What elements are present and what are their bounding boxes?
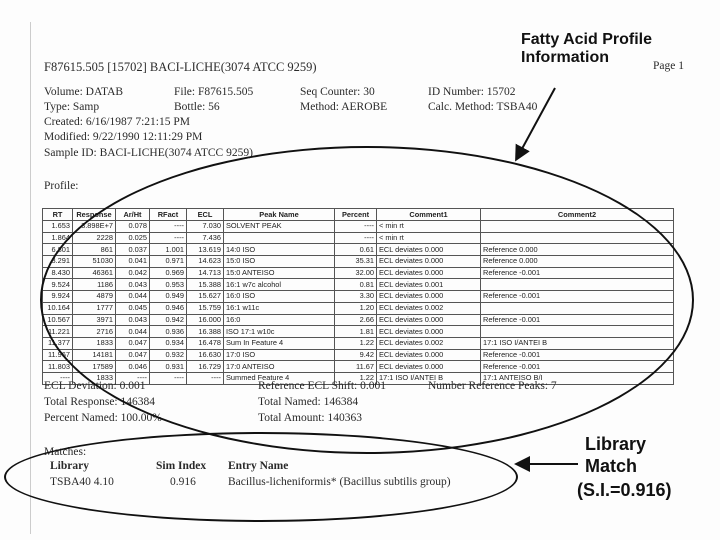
- table-cell: 32.00: [335, 267, 377, 279]
- table-cell: 46361: [73, 267, 116, 279]
- file-field: File: F87615.505: [174, 86, 254, 98]
- table-cell: 16.630: [187, 349, 224, 361]
- table-cell: 1.864: [43, 232, 73, 244]
- table-cell: Reference -0.001: [481, 361, 674, 373]
- report-title: F87615.505 [15702] BACI-LICHE(3074 ATCC 9259): [44, 60, 317, 74]
- table-cell: ----: [187, 372, 224, 384]
- table-cell: 0.971: [150, 256, 187, 268]
- table-cell: 51030: [73, 256, 116, 268]
- table-cell: 17:0 ANTEISO: [224, 361, 335, 373]
- table-cell: 1833: [73, 372, 116, 384]
- ecl-deviation: ECL Deviation: 0.001: [44, 380, 146, 392]
- column-header: Comment2: [481, 209, 674, 221]
- table-cell: 17:1 ISO I/ANTEI B: [377, 372, 481, 384]
- library-column-header: Library: [50, 460, 89, 472]
- table-cell: 4879: [73, 291, 116, 303]
- table-cell: 1186: [73, 279, 116, 291]
- library-match-annotation-line2: Match: [585, 456, 638, 476]
- matches-label: Matches:: [44, 446, 87, 458]
- table-cell: ECL deviates 0.000: [377, 349, 481, 361]
- table-cell: ISO 17:1 w10c: [224, 326, 335, 338]
- total-named: Total Named: 146384: [258, 396, 359, 408]
- fatty-acid-arrow: [517, 88, 555, 158]
- table-cell: 15:0 ANTEISO: [224, 267, 335, 279]
- table-cell: 1.22: [335, 372, 377, 384]
- table-cell: 0.934: [150, 337, 187, 349]
- table-cell: 0.044: [116, 326, 150, 338]
- modified-field: Modified: 9/22/1990 12:11:29 PM: [44, 131, 203, 143]
- table-cell: 14.623: [187, 256, 224, 268]
- table-cell: 13.619: [187, 244, 224, 256]
- method-field: Method: AEROBE: [300, 101, 388, 113]
- volume-field: Volume: DATAB: [44, 86, 124, 98]
- table-cell: 2228: [73, 232, 116, 244]
- table-cell: < min rt: [377, 221, 481, 233]
- table-cell: 8.291: [43, 256, 73, 268]
- table-cell: 0.042: [116, 267, 150, 279]
- table-cell: 17589: [73, 361, 116, 373]
- library-match-annotation-line3: (S.I.=0.916): [577, 480, 672, 500]
- table-cell: 10.567: [43, 314, 73, 326]
- table-cell: 3.30: [335, 291, 377, 303]
- table-cell: 0.931: [150, 361, 187, 373]
- id-number-field: ID Number: 15702: [428, 86, 516, 98]
- profile-label: Profile:: [44, 180, 79, 192]
- table-cell: ECL deviates 0.000: [377, 291, 481, 303]
- table-cell: 0.932: [150, 349, 187, 361]
- table-cell: 35.31: [335, 256, 377, 268]
- total-amount: Total Amount: 140363: [258, 412, 362, 424]
- fatty-acid-annotation-line2: Information: [521, 49, 609, 66]
- table-cell: 861: [73, 244, 116, 256]
- table-cell: 7.436: [187, 232, 224, 244]
- table-cell: 2716: [73, 326, 116, 338]
- table-cell: Reference -0.001: [481, 291, 674, 303]
- table-cell: ECL deviates 0.000: [377, 361, 481, 373]
- table-cell: 16:0 ISO: [224, 291, 335, 303]
- table-cell: 17:1 ANTEISO B/I: [481, 372, 674, 384]
- entry-name-column-header: Entry Name: [228, 460, 289, 472]
- column-header: Percent: [335, 209, 377, 221]
- table-cell: 0.953: [150, 279, 187, 291]
- table-cell: 2.66: [335, 314, 377, 326]
- table-cell: 11.803: [43, 361, 73, 373]
- match-entry-name: Bacillus-licheniformis* (Bacillus subtilis group): [228, 476, 451, 488]
- table-cell: ----: [150, 372, 187, 384]
- table-cell: 11.967: [43, 349, 73, 361]
- table-cell: 14181: [73, 349, 116, 361]
- table-cell: Summed Feature 4: [224, 372, 335, 384]
- reference-ecl-shift: Reference ECL Shift: 0.001: [258, 380, 386, 392]
- total-response: Total Response: 146384: [44, 396, 155, 408]
- seq-counter-field: Seq Counter: 30: [300, 86, 375, 98]
- table-cell: 3971: [73, 314, 116, 326]
- column-header: Peak Name: [224, 209, 335, 221]
- bottle-field: Bottle: 56: [174, 101, 220, 113]
- calc-method-field: Calc. Method: TSBA40: [428, 101, 538, 113]
- table-cell: 17:1 ISO I/ANTEI B: [481, 337, 674, 349]
- table-cell: 16:0: [224, 314, 335, 326]
- sim-index-column-header: Sim Index: [156, 460, 207, 472]
- table-cell: 14.713: [187, 267, 224, 279]
- table-cell: ----: [150, 221, 187, 233]
- table-cell: ----: [335, 232, 377, 244]
- table-cell: 0.942: [150, 314, 187, 326]
- library-match-annotation-line1: Library: [585, 434, 647, 454]
- table-cell: 1833: [73, 337, 116, 349]
- column-header: RT: [43, 209, 73, 221]
- type-field: Type: Samp: [44, 101, 100, 113]
- table-cell: ECL deviates 0.002: [377, 337, 481, 349]
- table-cell: 11.67: [335, 361, 377, 373]
- table-cell: Reference -0.001: [481, 349, 674, 361]
- column-header: ECL: [187, 209, 224, 221]
- table-cell: ----: [335, 221, 377, 233]
- sample-id-field: Sample ID: BACI-LICHE(3074 ATCC 9259): [44, 147, 253, 159]
- column-header: Ar/Ht: [116, 209, 150, 221]
- number-reference-peaks: Number Reference Peaks: 7: [428, 380, 557, 392]
- fatty-acid-annotation-line1: Fatty Acid Profile: [521, 31, 652, 48]
- table-cell: 16:1 w7c alcohol: [224, 279, 335, 291]
- table-cell: 15.759: [187, 302, 224, 314]
- table-cell: 0.81: [335, 279, 377, 291]
- percent-named: Percent Named: 100.00%: [44, 412, 162, 424]
- table-cell: 9.524: [43, 279, 73, 291]
- table-cell: 0.045: [116, 302, 150, 314]
- table-cell: 1.653: [43, 221, 73, 233]
- table-cell: < min rt: [377, 232, 481, 244]
- table-cell: 11.221: [43, 326, 73, 338]
- table-cell: 0.949: [150, 291, 187, 303]
- table-cell: 7.030: [187, 221, 224, 233]
- table-cell: ECL deviates 0.000: [377, 267, 481, 279]
- table-cell: Reference -0.001: [481, 267, 674, 279]
- table-cell: 0.044: [116, 291, 150, 303]
- table-cell: ECL deviates 0.000: [377, 326, 481, 338]
- table-cell: 9.924: [43, 291, 73, 303]
- table-cell: ECL deviates 0.000: [377, 244, 481, 256]
- table-cell: Sum In Feature 4: [224, 337, 335, 349]
- table-cell: 0.936: [150, 326, 187, 338]
- table-cell: ECL deviates 0.000: [377, 314, 481, 326]
- table-cell: 1.22: [335, 337, 377, 349]
- table-cell: 0.946: [150, 302, 187, 314]
- table-cell: 0.037: [116, 244, 150, 256]
- table-cell: 6.801: [43, 244, 73, 256]
- table-cell: ECL deviates 0.000: [377, 256, 481, 268]
- column-header: Response: [73, 209, 116, 221]
- table-cell: 0.043: [116, 314, 150, 326]
- table-cell: 11.377: [43, 337, 73, 349]
- table-cell: Reference 0.000: [481, 256, 674, 268]
- table-cell: ECL deviates 0.001: [377, 279, 481, 291]
- table-cell: 0.61: [335, 244, 377, 256]
- table-cell: ECL deviates 0.002: [377, 302, 481, 314]
- table-cell: 0.025: [116, 232, 150, 244]
- table-cell: 15.388: [187, 279, 224, 291]
- table-cell: 0.041: [116, 256, 150, 268]
- table-cell: 0.078: [116, 221, 150, 233]
- table-cell: 0.969: [150, 267, 187, 279]
- table-cell: 1.20: [335, 302, 377, 314]
- table-cell: Reference -0.001: [481, 314, 674, 326]
- table-cell: 17:0 ISO: [224, 349, 335, 361]
- table-cell: ----: [150, 232, 187, 244]
- table-cell: 0.047: [116, 337, 150, 349]
- table-cell: 16:1 w11c: [224, 302, 335, 314]
- table-cell: 0.043: [116, 279, 150, 291]
- table-cell: 1777: [73, 302, 116, 314]
- column-header: Comment1: [377, 209, 481, 221]
- table-cell: ----: [43, 372, 73, 384]
- match-sim-index: 0.916: [170, 476, 196, 488]
- table-cell: 3.898E+7: [73, 221, 116, 233]
- table-cell: 9.42: [335, 349, 377, 361]
- created-field: Created: 6/16/1987 7:21:15 PM: [44, 116, 190, 128]
- match-library: TSBA40 4.10: [50, 476, 114, 488]
- table-cell: 16.388: [187, 326, 224, 338]
- page-number: Page 1: [653, 60, 684, 72]
- table-cell: Reference 0.000: [481, 244, 674, 256]
- table-cell: 15:0 ISO: [224, 256, 335, 268]
- table-cell: 8.430: [43, 267, 73, 279]
- table-cell: 16.729: [187, 361, 224, 373]
- table-cell: 1.001: [150, 244, 187, 256]
- table-cell: SOLVENT PEAK: [224, 221, 335, 233]
- table-cell: 15.627: [187, 291, 224, 303]
- table-cell: 0.046: [116, 361, 150, 373]
- table-cell: 14:0 ISO: [224, 244, 335, 256]
- column-header: RFact: [150, 209, 187, 221]
- table-cell: ----: [116, 372, 150, 384]
- table-cell: 16.000: [187, 314, 224, 326]
- table-cell: 16.478: [187, 337, 224, 349]
- table-cell: 10.164: [43, 302, 73, 314]
- table-cell: 1.81: [335, 326, 377, 338]
- table-cell: 0.047: [116, 349, 150, 361]
